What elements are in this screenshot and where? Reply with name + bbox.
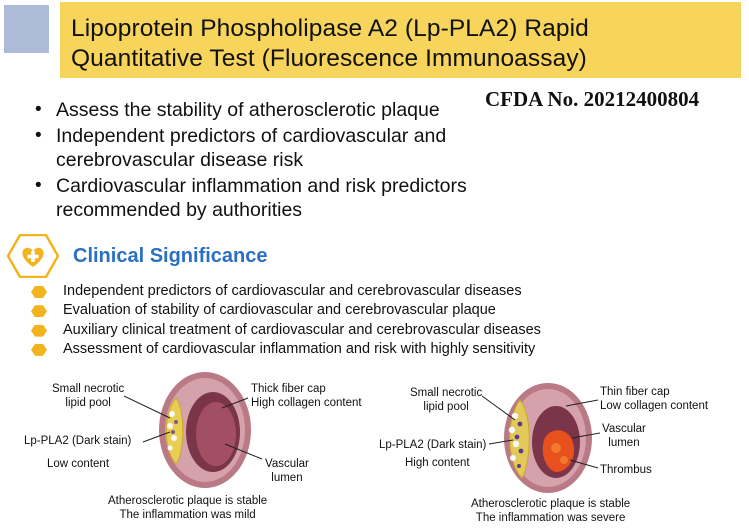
hexagon-bullet-icon (31, 344, 47, 356)
label-text: Small necrotic (52, 383, 125, 395)
clinical-significance-title: Clinical Significance (73, 245, 268, 267)
caption-right (471, 497, 630, 525)
caption-text: The inflammation was severe (475, 512, 626, 524)
label-lumen-left (265, 457, 309, 485)
caption-text: Atherosclerotic plaque is stable (471, 498, 631, 510)
label-cap-left (251, 382, 362, 410)
caption-text: The inflammation was mild (119, 509, 256, 521)
corner-square (4, 5, 49, 53)
label-thrombus: Thrombus (600, 464, 652, 476)
title-line-2: Quantitative Test (Fluorescence Immunoassay) (71, 45, 587, 72)
heart-plus-icon (7, 234, 59, 278)
label-text: High collagen content (251, 397, 362, 409)
clinical-item-text: Independent predictors of cardiovascular and cerebrovascular diseases (63, 283, 522, 299)
bullet-text: Independent predictors of cardiovascular and cerebrovascular disease risk (56, 125, 447, 171)
label-cap-right (600, 385, 708, 413)
label-stain-left: Lp-PLA2 (Dark stain) (24, 435, 132, 447)
caption-text: Atherosclerotic plaque is stable (108, 495, 268, 507)
bullet-dot-icon: • (35, 99, 42, 120)
label-text: Small necrotic (410, 387, 483, 399)
artery-unstable-illustration (504, 383, 592, 493)
label-necrotic-left (52, 382, 124, 410)
label-stain-right: Lp-PLA2 (Dark stain) (379, 439, 487, 451)
clinical-item-text: Assessment of cardiovascular inflammation and risk with highly sensitivity (63, 340, 536, 357)
label-text: Vascular (602, 423, 646, 435)
clinical-significance-list (30, 282, 541, 359)
clinical-item-text: Evaluation of stability of cardiovascular and cerebrovascular plaque (63, 302, 496, 319)
label-text: Low collagen content (600, 400, 709, 412)
bullet-item (35, 124, 526, 172)
bullet-item (35, 98, 526, 122)
hexagon-bullet-icon (31, 286, 47, 298)
artery-stable-illustration (159, 372, 251, 488)
bullet-dot-icon: • (35, 175, 42, 196)
label-necrotic-right (410, 386, 482, 414)
label-text: lumen (608, 437, 640, 449)
label-text: lipid pool (423, 401, 469, 413)
label-text: Thick fiber cap (251, 383, 326, 395)
bullet-text: Cardiovascular inflammation and risk predictors recommended by authorities (56, 175, 467, 221)
clinical-item (30, 301, 541, 320)
caption-left (108, 494, 267, 522)
title-line-1: Lipoprotein Phospholipase A2 (Lp-PLA2) Rapid (71, 15, 589, 42)
label-text: Vascular (265, 458, 309, 470)
label-text: lumen (271, 472, 303, 484)
cfda-number: CFDA No. 20212400804 (485, 87, 700, 111)
hexagon-bullet-icon (31, 305, 47, 317)
clinical-item (30, 340, 541, 359)
feature-bullet-list (35, 98, 526, 224)
label-content-left: Low content (47, 458, 110, 470)
label-text: lipid pool (65, 397, 111, 409)
bullet-text: Assess the stability of atherosclerotic plaque (56, 99, 440, 121)
label-lumen-right (602, 422, 646, 450)
bullet-item (35, 174, 526, 222)
label-content-right: High content (405, 457, 470, 469)
title-banner (60, 2, 741, 78)
clinical-item-text: Auxiliary clinical treatment of cardiovascular and cerebrovascular diseases (63, 321, 541, 338)
clinical-item (30, 282, 541, 301)
hexagon-bullet-icon (31, 325, 47, 337)
bullet-dot-icon: • (35, 125, 42, 146)
clinical-item (30, 321, 541, 340)
label-text: Thin fiber cap (600, 386, 670, 398)
